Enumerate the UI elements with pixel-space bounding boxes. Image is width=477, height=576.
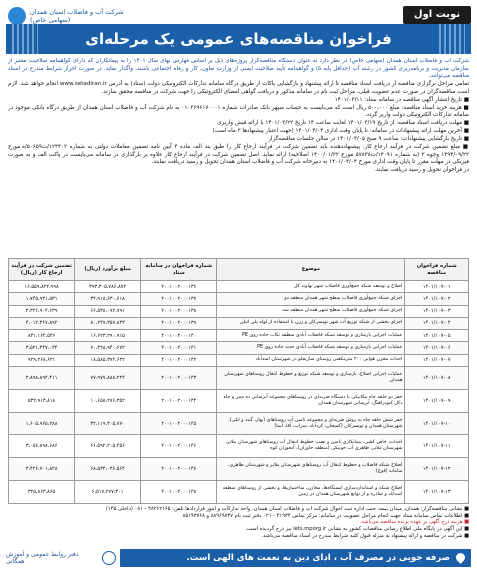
cell-setad-number: ۲۰۰۱۰۰۲۰۰۰۱۳۸ (141, 305, 217, 317)
table-row (9, 354, 469, 366)
company-sub: (سهامی خاص) (30, 16, 71, 24)
cell-tender-number: ۱۴۰۱/۱۰۷-۰۱ (405, 281, 469, 293)
company-name: شرکت آب و فاضلاب استان همدان (30, 8, 124, 16)
notice-footer (6, 546, 471, 570)
notice-round-tag: نوبت اول (403, 6, 471, 24)
header-setad-number: شماره فراخوان در سامانه ستاد (141, 259, 217, 281)
cell-estimate: ۷۰،۴۲۸،۹۴۰،۶۷۲ (75, 342, 141, 354)
cell-tender-number: ۱۴۰۱/۱۰۷-۰۲ (405, 293, 469, 305)
cell-tender-number: ۱۴۰۱/۱۰۷-۱۱ (405, 435, 469, 458)
note-address: ■ نشانی مناقصه‌گزار: همدان، میدان بیمه، جنب اداره ثبت احوال شرکت آب و فاضلاب استان همدان، واحد تدارکات و امور قراردادها تلفن: ۳۸۲۶۲۱۶۵ - ۰۸۱ (داخلی ۱۴۵) (105, 506, 469, 512)
cell-subject: احداث، خاص کشی، پیمانکاری تامین و نصب خطوط انتقال آب روستاهای شهرستان ملایر، شهرستان ملایر، طاهری آب خونیکی (منطقه خاوران)، آبخوران کوه (217, 435, 405, 458)
cell-guarantee: ۹۲۹،۲۶۸،۶۳۱ (9, 354, 75, 366)
cell-setad-number: ۲۰۰۱۰۰۲۰۰۰۱۴۱ (141, 342, 217, 354)
header-estimate: مبلغ برآورد (ریال) (75, 259, 141, 281)
cell-subject: اجرای شبکه جمع‌آوری فاضلاب سطح شهر همدان منطقه دو (217, 293, 405, 305)
cell-estimate: ۸۰،۲۴۷،۳۵۷،۸۴۳ (75, 317, 141, 329)
table-row (9, 412, 469, 435)
cell-subject: اصلاح و توسعه شبکه جمع‌آوری فاضلاب شهر نهاوند کل (217, 281, 405, 293)
cell-subject: اجرای شبکه جمع‌آوری فاضلاب سطح شهر همدان منطقه سه (217, 305, 405, 317)
table-row (9, 389, 469, 412)
cell-estimate: ۱۰،۶۵۸،۲۷۶،۳۵۲ (75, 389, 141, 412)
cell-tender-number: ۱۴۰۱/۱۰۷-۱۲ (405, 458, 469, 481)
pr-office-label: دفتر روابط عمومی و آموزش همگانی (6, 551, 79, 565)
table-body (9, 281, 469, 504)
note-acceptance: ■ شرکت در مناقصه و ارائه پیشنهاد به منزله قبول کلیه شرایط مندرج در اسناد مناقصه می‌باشد. (261, 532, 469, 539)
cell-subject: اصلاح شبکه و استانداردسازی ایستگاه‌ها، مخازن، ساختمان‌ها، و بخشی از روستاهای منطقه اسدآباد و شاذره و از توابع شهرستان همدان در زمین (217, 481, 405, 504)
cell-setad-number: ۲۰۰۱۰۰۲۰۰۰۱۴۸ (141, 481, 217, 504)
cell-estimate: ۷۷،۹۷۷،۸۸۸،۲۲۴ (75, 366, 141, 389)
table-row (9, 342, 469, 354)
note-ad-cost: ■ هزینه درج آگهی بر عهده برنده مناقصه می‌باشد. (359, 519, 469, 526)
cell-guarantee: ۱۶،۵۵۹،۸۲۲،۹۹۸ (9, 281, 75, 293)
table-row (9, 435, 469, 458)
note-setad-contact: ■ اطلاعات تماس سامانه ستاد جهت انجام مراحل عضویت در سامانه: مرکز تماس ۴۱۹۳۴ - ۰۲۱ دفتر ثبت نام ۸۸۹۶۹۷۳۷ و ۸۵۱۹۳۷۶۸ (182, 512, 469, 519)
header-subject: موضوع (217, 259, 405, 281)
cell-tender-number: ۱۴۰۱/۱۰۷-۰۵ (405, 330, 469, 342)
cell-tender-number: ۱۴۰۱/۱۰۷-۰۶ (405, 342, 469, 354)
footer-slogan-bar (120, 549, 471, 567)
intro-paragraph-2: تمامی مراحل برگزاری مناقصه از دریافت اسناد مناقصه تا ارائه پیشنهاد و بازگشایی پاکات از طریق درگاه سامانه تدارکات الکترونیکی دولت (ستاد) به آدرس www.setadiran.ir انجام خواهد شد. لازم است مناقصه‌گران در صورت عدم عضویت قبلی، مراحل ثبت نام در سامانه مذکور و دریافت گواهی امضای الکترونیکی را جهت شرکت در مناقصه محقق سازند. (8, 81, 469, 95)
cell-guarantee: ۳،۳۲۶،۹۰۴،۶۳۹ (9, 305, 75, 317)
note-portal: ■ این آگهی در پایگاه ملی اطلاع رسانی مناقصات کشور به نشانی iets.mporg.ir نیز درج گردیده است. (245, 526, 469, 533)
water-drop-icon (454, 551, 467, 564)
intro-paragraph-1: شرکت آب و فاضلاب استان همدان (سهامی خاص) در نظر دارد به عنوان دستگاه مناقصه‌گزار پروژه‌های ذیل بر اساس فهارس بهای سال ۱۴۰۱ را به پیمانکاران که دارای گواهینامه صلاحیت معتبر از سازمان مدیریت و برنامه‌ریزی کشور در رشته آب (حداقل پایه ۵) و گواهینامه تأیید صلاحیت ایمنی از وزارت تعاون، کار و رفاه اجتماعی باشند، واگذار نماید. در صورت احراز شرایط مندرج در اسناد مناقصه می‌توانند. (8, 58, 469, 80)
notice-title-bar (6, 24, 471, 54)
table-row (9, 458, 469, 481)
cell-setad-number: ۲۰۰۱۰۰۲۰۰۰۱۳۷ (141, 293, 217, 305)
pr-office-icon (102, 551, 116, 565)
cell-subject: عملیات اجرایی اصلاح، بازسازی و توسعه شبکه توزیع و خطوط انتقال روستاهای شهرستان همدان (217, 366, 405, 389)
cell-setad-number: ۲۰۰۱۰۰۲۰۰۰۱۳۹ (141, 317, 217, 329)
cell-estimate: ۶۶،۵۳۸،۰۹۲،۷۹۱ (75, 305, 141, 317)
bullet-guarantee: ■ مبلغ تضمین شرکت در فرآیند ارجاع کار: پیشنهاددهنده باید تضمین شرکت در فرآیند ارجاع کار را طبق بند الف ماده ۴ آیین نامه تضمین معاملات دولتی به شماره ۱۲۳۴۰۲/ت۵۰۶۵۹/ه مورخ ۱۳۹۴/۰۹/۲۲ وجوه ۲ (به شماره ۱۴۰۹۱/ت۵۷۸۳۸ مورخ ۱۴۰۰/۰۱/۲۲ اصلاحیه) ارائه نماید. اصل تضمین شرکت در فرآیند ارجاع کار علاوه بر بارگذاری در سامانه می‌بایست در پاکت الف و به صورت فیزیکی در مهلت مقرر تا پایان وقت اداری مورخ ۱۴۰۱/۰۴/۰۴ به دبیرخانه شرکت آب و فاضلاب استان همدان تحویل و رسید دریافت نمایند. (8, 144, 469, 166)
cell-guarantee: ۳،۰۵۶،۸۹۸،۶۸۶ (9, 435, 75, 458)
table-row (9, 330, 469, 342)
table-row (9, 317, 469, 329)
cell-tender-number: ۱۴۰۱/۱۰۷-۰۴ (405, 317, 469, 329)
cell-subject: احداث مخزن هوایی ۲۰۰ مترمکعبی روستای ساریجلو در شهرستان اسدآباد (217, 354, 405, 366)
cell-guarantee: ۳،۴۲۶،۷۰۱،۸۲۸ (9, 458, 75, 481)
bullet-guarantee-tail: در فراخوان تحویل و رسید دریافت نمایند. (374, 167, 469, 174)
cell-setad-number: ۲۰۰۱۰۰۲۰۰۰۱۴۲ (141, 354, 217, 366)
cell-setad-number: ۲۰۰۱۰۰۲۰۰۰۱۴۵ (141, 412, 217, 435)
cell-guarantee: ۴،۰۱۲،۳۶۷،۸۹۲ (9, 317, 75, 329)
cell-setad-number: ۲۰۰۱۰۰۲۰۰۰۱۴۷ (141, 458, 217, 481)
header-guarantee: تضمین شرکت در فرآیند ارجاع کار (ریال) (9, 259, 75, 281)
table-row (9, 366, 469, 389)
cell-setad-number: ۲۰۰۱۰۰۲۰۰۰۱۳۶ (141, 281, 217, 293)
notice-intro (8, 58, 469, 256)
cell-guarantee: ۵۳۲،۹۱۳،۸۱۸ (9, 389, 75, 412)
cell-setad-number: ۲۰۰۱۰۰۲۰۰۰۱۴۴ (141, 389, 217, 412)
table-row (9, 293, 469, 305)
cell-tender-number: ۱۴۰۱/۱۰۷-۰۷ (405, 354, 469, 366)
cell-estimate: ۶۸،۵۳۴،۰۳۶،۵۶۴ (75, 458, 141, 481)
company-name-block (30, 8, 124, 24)
cell-subject: حفر شش حلقه چاه به روش ضربه‌ای و مجموعه تامین آب روستاهای (بهار، گنبد و ایلی)، شهرستان همدان و تویسرکان (کمیجان، کردآباد، سراب، آقا، آسا) (217, 412, 405, 435)
cell-subject: عملیات اجرایی بازسازی و توسعه شبکه فاضلاب آبادی جدید جاده روی PE (217, 342, 405, 354)
cell-subject: عملیات اجرایی بازسازی و توسعه شبکه فاضلاب آبادی منطقه تکاب جاده روی PE (217, 330, 405, 342)
cell-guarantee: ۳،۸۹۸،۸۹۴،۴۱۱ (9, 366, 75, 389)
bullet-opening-date: ■ تاریخ بازگشایی پیشنهادات: ساعت ۹ صبح ۱۴۰۱/۰۴/۰۵ در سالن جلسات مناقصه‌گزار (268, 136, 469, 143)
tender-table (8, 258, 469, 504)
cell-tender-number: ۱۴۰۱/۱۰۷-۰۸ (405, 366, 469, 389)
cell-guarantee: ۸۳۱،۱۶۴،۵۴۶ (9, 330, 75, 342)
tender-table-wrapper (8, 258, 469, 504)
footer-slogan: صرفه جویی در مصرف آب ، ادای دین به نعمت های الهی است. (186, 553, 450, 563)
cell-setad-number: ۲۰۰۱۰۰۲۰۰۰۱۴۳ (141, 366, 217, 389)
cell-guarantee: ۱،۷۴۵،۹۳۱،۵۳۱ (9, 293, 75, 305)
title-decoration-left (12, 24, 38, 54)
cell-setad-number: ۲۰۰۱۰۰۲۰۰۰۱۴۰ (141, 330, 217, 342)
bullet-document-deadline: ■ مهلت دریافت اسناد مناقصه: از تاریخ ۱۴۰۱/۰۳/۱۹ لغایت ساعت ۱۴ تاریخ ۱۴۰۱/۰۳/۲۲ با ارائه فیش واریزی (217, 120, 469, 127)
cell-estimate: ۱۸،۵۸۵،۳۷۲،۶۲۲ (75, 354, 141, 366)
cell-tender-number: ۱۴۰۱/۱۰۷-۱۳ (405, 481, 469, 504)
cell-estimate: ۳۴،۹۱۸،۶۳۰،۶۱۸ (75, 293, 141, 305)
cell-subject: اصلاح شبکه فاضلاب و خطوط انتقال آب روستاهای شهرستان ملایر و شهرستان طاهری، سامانه (قوچ) (217, 458, 405, 481)
table-row (9, 481, 469, 504)
cell-tender-number: ۱۴۰۱/۱۰۷-۰۳ (405, 305, 469, 317)
cell-setad-number: ۲۰۰۱۰۰۲۰۰۰۱۴۶ (141, 435, 217, 458)
header-tender-number: شماره فراخوان مناقصه (405, 259, 469, 281)
cell-subject: حفر دو حلقه چاه مکانیکی با دستگاه ضربه‌ای در روستاهای مجموعه آبرسانی ده منیر و چاه دکل کبودراهنگ، آبرسانی شهرستان همدان (217, 389, 405, 412)
table-row (9, 281, 469, 293)
notice-title: فراخوان مناقصه‌های عمومی یک مرحله‌ای (85, 30, 392, 48)
cell-subject: اجرای بخشی از شبکه توزیع آب شهر تویسرکان و رزن با استفاده از لوله پلی اتیلن (217, 317, 405, 329)
cell-tender-number: ۱۴۰۱/۱۰۷-۰۹ (405, 389, 469, 412)
bullet-submission-deadline: ■ آخرین مهلت ارائه پیشنهادات در سامانه: تا پایان وقت اداری ۱۴۰۱/۰۴/۰۴ (جهت اعتبار پیشنهادها ۳ ماه است) (212, 128, 469, 135)
notice-notes (8, 506, 469, 544)
cell-guarantee: ۳۲۵،۸۶۳،۸۶۵ (9, 481, 75, 504)
cell-estimate: ۶،۵۱۷،۲۷۷،۳۰۱ (75, 481, 141, 504)
cell-estimate: ۳۲،۱۱۹،۳۰۵،۷۷۰ (75, 412, 141, 435)
cell-guarantee: ۳،۵۲۱،۴۴۷،۰۳۴ (9, 342, 75, 354)
title-decoration-right (439, 24, 465, 54)
cell-estimate: ۶۶،۵۹۲،۲۰۵،۴۵۶ (75, 435, 141, 458)
table-header-row (9, 259, 469, 281)
bullet-document-fee: ■ هزینه خرید اسناد مناقصه: مبلغ ۵۰۰،۰۰۰ ریال است که می‌بایست به حساب سپهر بانک صادرات شماره ۰۱۰۳۶۹۶۱۷۰۰۰۱ به نام شرکت آب و فاضلاب استان همدان از طریق درگاه بانکی موجود در سامانه تدارکات الکترونیکی دولت واریز گردد. (8, 104, 469, 119)
cell-guarantee: ۱،۶۰۵،۹۶۵،۲۸۸ (9, 412, 75, 435)
cell-tender-number: ۱۴۰۱/۱۰۷-۱۰ (405, 412, 469, 435)
cell-estimate: ۳۹۳،۳۰۵،۷۸۶،۸۷۲ (75, 281, 141, 293)
cell-estimate: ۱۶،۶۲۳،۲۹۰،۹۱۵ (75, 330, 141, 342)
bullet-publish-date: ■ تاریخ انتشار آگهی مناقصه در سامانه ستاد: ۱۴۰۱/۰۳/۱۱ (334, 96, 469, 103)
table-row (9, 305, 469, 317)
